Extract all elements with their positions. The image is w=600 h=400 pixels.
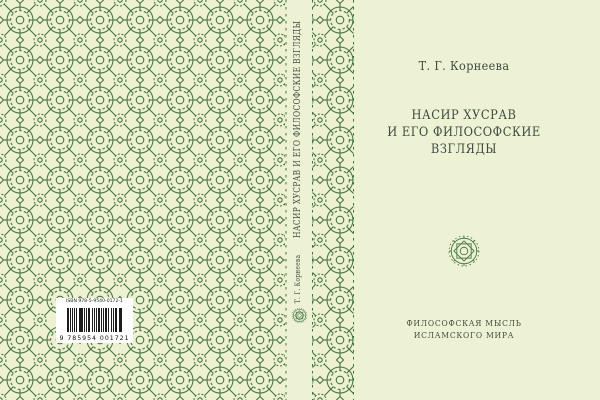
barcode [56,298,133,343]
front-author-name: Т. Г. Корнеева [418,58,510,73]
back-cover-pattern [0,0,285,400]
front-rosette-icon [447,234,481,268]
front-book-title [358,107,569,158]
series-name [365,318,563,342]
spine-title: НАСИР ХУСРАВ И ЕГО ФИЛОСОФСКИЕ ВЗГЛЯДЫ [292,20,303,239]
title-line-3: ВЗГЛЯДЫ [430,142,498,157]
barcode-digits: 9 785954 001721 [59,335,130,342]
spine-rosette-icon [291,307,308,324]
series-line-1: ФИЛОСОФСКАЯ МЫСЛЬ [406,319,522,329]
title-line-1: НАСИР ХУСРАВ [411,108,517,123]
spine-author: Т. Г. Корнеева [293,254,302,304]
title-line-2: И ЕГО ФИЛОСОФСКИЕ [387,125,541,140]
series-line-2: ИСЛАМСКОГО МИРА [413,331,515,341]
front-pattern-band [313,0,354,400]
isbn-label: ISBN 978-5-9540-0172-1 [66,299,123,304]
barcode-bars [60,308,129,332]
